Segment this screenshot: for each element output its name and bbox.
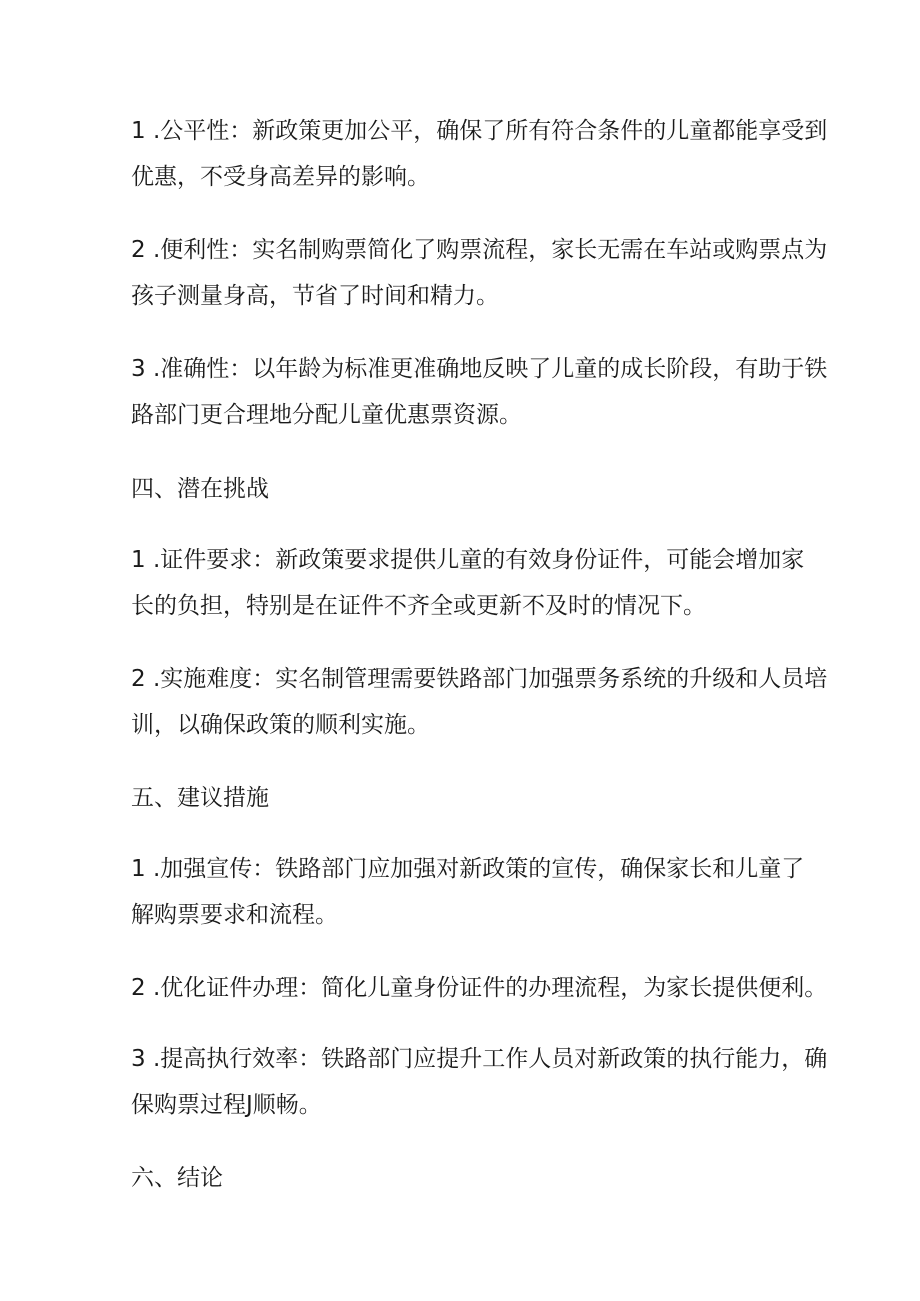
- paragraph-line: 1 .加强宣传：铁路部门应加强对新政策的宣传，确保家长和儿童了: [131, 856, 805, 882]
- paragraph-id-processing: [131, 965, 828, 1011]
- paragraph-line: 孩子测量身高，节省了时间和精力。: [131, 283, 499, 309]
- section-heading-challenges: 四、潜在挑战: [131, 476, 269, 502]
- paragraph-id-requirement: [131, 537, 805, 629]
- paragraph-line: 3 .准确性：以年龄为标准更准确地反映了儿童的成长阶段，有助于铁: [131, 356, 828, 382]
- paragraph-convenience: [131, 227, 828, 319]
- section-heading-suggestions: 五、建议措施: [131, 785, 269, 811]
- paragraph-line: 保购票过程J顺畅。: [131, 1092, 322, 1118]
- paragraph-line: 2 .便利性：实名制购票简化了购票流程，家长无需在车站或购票点为: [131, 237, 828, 263]
- section-heading-conclusion: 六、结论: [131, 1165, 223, 1191]
- paragraph-line: 路部门更合理地分配儿童优惠票资源。: [131, 402, 522, 428]
- paragraph-line: 1 .证件要求：新政策要求提供儿童的有效身份证件，可能会增加家: [131, 547, 805, 573]
- paragraph-line: 2 .实施难度：实名制管理需要铁路部门加强票务系统的升级和人员培: [131, 666, 828, 692]
- paragraph-line: 2 .优化证件办理：简化儿童身份证件的办理流程，为家长提供便利。: [131, 975, 828, 1001]
- paragraph-implementation: [131, 656, 828, 748]
- paragraph-line: 优惠，不受身高差异的影响。: [131, 164, 430, 190]
- paragraph-accuracy: [131, 346, 828, 438]
- paragraph-fairness: [131, 108, 828, 200]
- paragraph-line: 长的负担，特别是在证件不齐全或更新不及时的情况下。: [131, 593, 706, 619]
- paragraph-efficiency: [131, 1036, 828, 1128]
- paragraph-line: 3 .提高执行效率：铁路部门应提升工作人员对新政策的执行能力，确: [131, 1046, 828, 1072]
- paragraph-line: 训，以确保政策的顺利实施。: [131, 712, 430, 738]
- paragraph-line: 解购票要求和流程。: [131, 902, 338, 928]
- paragraph-line: 1 .公平性：新政策更加公平，确保了所有符合条件的儿童都能享受到: [131, 118, 828, 144]
- paragraph-publicity: [131, 846, 805, 938]
